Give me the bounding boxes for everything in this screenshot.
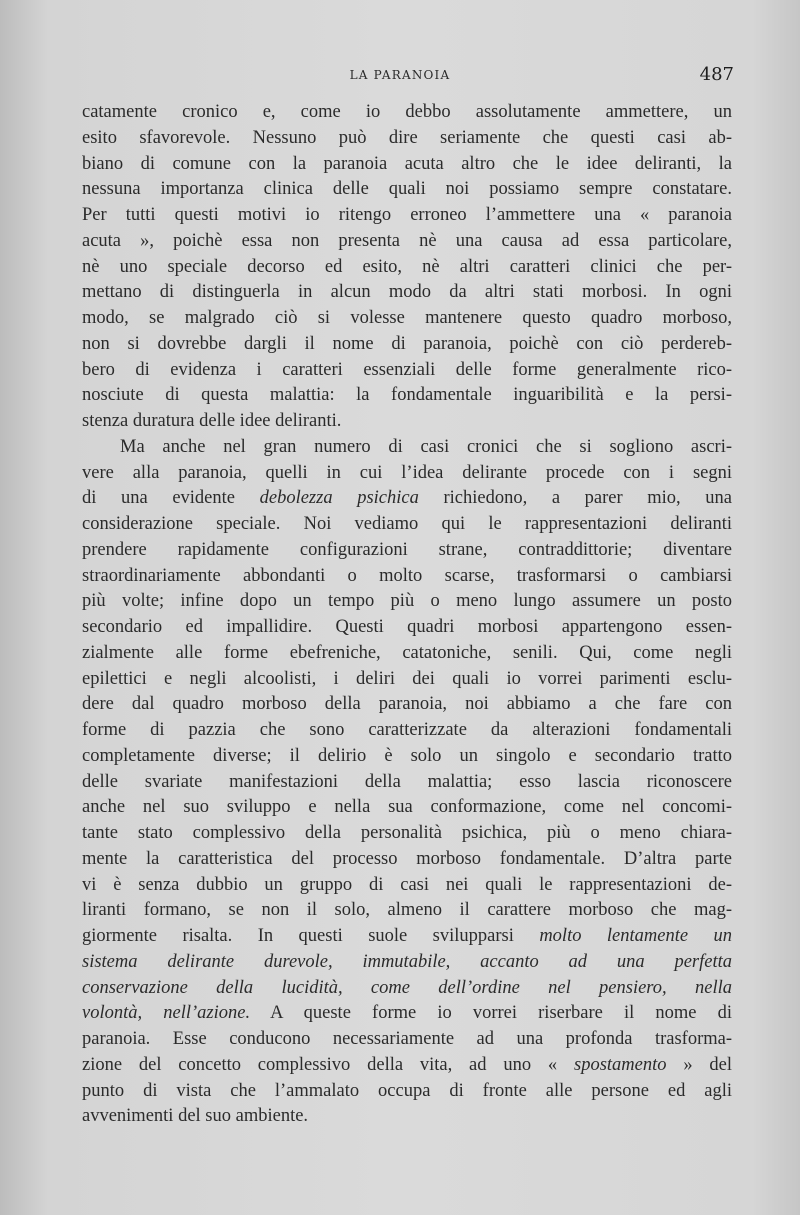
text-line [82,1079,732,1105]
text-segment: richiedono, a parer mio, una [418,488,732,509]
text-segment: giormente risalta. In questi suole svilupparsi [82,926,540,946]
text-segment: dere dal quadro morboso della paranoia, noi abbiamo a che fare con [82,694,732,715]
text-line [82,847,732,873]
text-segment: bero di evidenza i caratteri essenziali delle forme generalmente rico- [82,359,732,380]
text-segment: vere alla paranoia, quelli in cui l’idea delirante procede con i segni [82,462,732,483]
text-segment: considerazione speciale. Noi vediamo qui le rappresentazioni deliranti [82,514,732,534]
text-line [82,100,732,126]
text-segment: straordinariamente abbondanti o molto scarse, trasformarsi o cambiarsi [82,565,732,586]
text-line [82,152,732,178]
text-line [82,409,732,435]
text-line [82,873,732,899]
text-segment: non si dovrebbe dargli il nome di paranoia, poichè con ciò perdereb- [82,333,732,354]
text-segment: secondario ed impallidire. Questi quadri morbosi appartengono essen- [82,617,732,637]
text-segment: catamente cronico e, come io debbo assolutamente ammettere, un [82,102,732,122]
text-segment: nosciute di questa malattia: la fondamentale inguaribilità e la persi- [82,385,732,406]
text-segment: Ma anche nel gran numero di casi cronici che si sogliono ascri- [120,436,732,457]
text-segment: stenza duratura delle idee deliranti. [82,411,342,431]
text-segment: di una evidente [82,488,260,509]
page-number: 487 [699,64,734,85]
text-line [82,177,732,203]
text-segment: Per tutti questi motivi io ritengo erroneo l’ammettere una « paranoia [82,205,732,225]
text-line [82,667,732,693]
text-segment: vi è senza dubbio un gruppo di casi nei quali le rappresentazioni de- [82,874,732,895]
text-line [82,795,732,821]
text-segment: zione del concetto complessivo della vita, ad uno « [82,1054,574,1075]
text-segment: mettano di distinguerla in alcun modo da altri stati morbosi. In ogni [82,282,732,303]
text-line [82,564,732,590]
text-segment: forme di pazzia che sono caratterizzate da alterazioni fondamentali [82,720,732,740]
text-line [82,486,732,512]
text-line [82,1053,732,1079]
text-line [82,1104,732,1130]
text-line [82,306,732,332]
text-segment: completamente diverse; il delirio è solo un singolo e secondario tratto [82,745,732,766]
text-segment: A queste forme io vorrei riserbare il nome di [250,1003,732,1024]
text-line [82,538,732,564]
text-segment: modo, se malgrado ciò si volesse mantenere questo quadro morboso, [82,308,732,328]
text-line [82,203,732,229]
text-segment: prendere rapidamente configurazioni strane, contraddittorie; diventare [82,539,732,560]
text-line [82,1027,732,1053]
text-segment: punto di vista che l’ammalato occupa di fronte alle persone ed agli [82,1080,732,1101]
text-segment: zialmente alle forme ebefreniche, catatoniche, senili. Qui, come negli [82,642,732,663]
text-line [82,255,732,281]
text-line [82,976,732,1002]
text-segment: anche nel suo sviluppo e nella sua conformazione, come nel concomi- [82,797,732,818]
text-segment: biano di comune con la paranoia acuta altro che le idee deliranti, la [82,153,732,174]
paragraph [82,435,732,1130]
text-line [82,898,732,924]
text-line [82,435,732,461]
text-line [82,358,732,384]
text-line [82,512,732,538]
text-line [82,589,732,615]
text-line [82,692,732,718]
text-segment: esito sfavorevole. Nessuno può dire seriamente che questi casi ab- [82,127,732,148]
text-segment: più volte; infine dopo un tempo più o meno lungo assumere un posto [82,591,732,612]
body-text [82,100,732,1130]
text-segment: delle svariate manifestazioni della malattia; esso lascia riconoscere [82,771,732,792]
text-segment: nessuna importanza clinica delle quali noi possiamo sempre constatare. [82,179,732,200]
running-title: LA PARANOIA [349,68,451,82]
paragraph [82,100,732,435]
italic-segment: volontà, nell’azione. [82,1003,251,1024]
text-segment: avvenimenti del suo ambiente. [82,1106,309,1127]
italic-segment: debolezza psichica [259,488,419,509]
text-line [82,229,732,255]
text-line [82,280,732,306]
text-line [82,770,732,796]
text-line [82,126,732,152]
text-line [82,718,732,744]
text-line [82,615,732,641]
italic-segment: molto lentamente un [539,926,732,946]
text-segment: » del [666,1054,732,1075]
text-line [82,821,732,847]
text-segment: nè uno speciale decorso ed esito, nè altri caratteri clinici che per- [82,256,732,277]
italic-segment: sistema delirante durevole, immutabile, accanto ad una perfetta [82,951,732,972]
text-line [82,1001,732,1027]
text-segment: mente la caratteristica del processo morboso fondamentale. D’altra parte [82,848,732,869]
text-line [82,383,732,409]
text-segment: tante stato complessivo della personalità psichica, più o meno chiara- [82,823,732,843]
text-segment: liranti formano, se non il solo, almeno il carattere morboso che mag- [82,900,732,921]
text-line [82,924,732,950]
text-segment: paranoia. Esse conducono necessariamente ad una profonda trasforma- [82,1029,732,1049]
text-segment: epilettici e negli alcoolisti, i deliri dei quali io vorrei parimenti esclu- [82,668,732,689]
text-segment: acuta », poichè essa non presenta nè una causa ad essa particolare, [82,230,732,251]
text-line [82,461,732,487]
text-line [82,641,732,667]
text-line [82,950,732,976]
italic-segment: conservazione della lucidità, come dell’ordine nel pensiero, nella [82,977,732,998]
italic-segment: spostamento [574,1054,667,1075]
text-line [82,744,732,770]
text-line [82,332,732,358]
running-head [0,64,800,88]
